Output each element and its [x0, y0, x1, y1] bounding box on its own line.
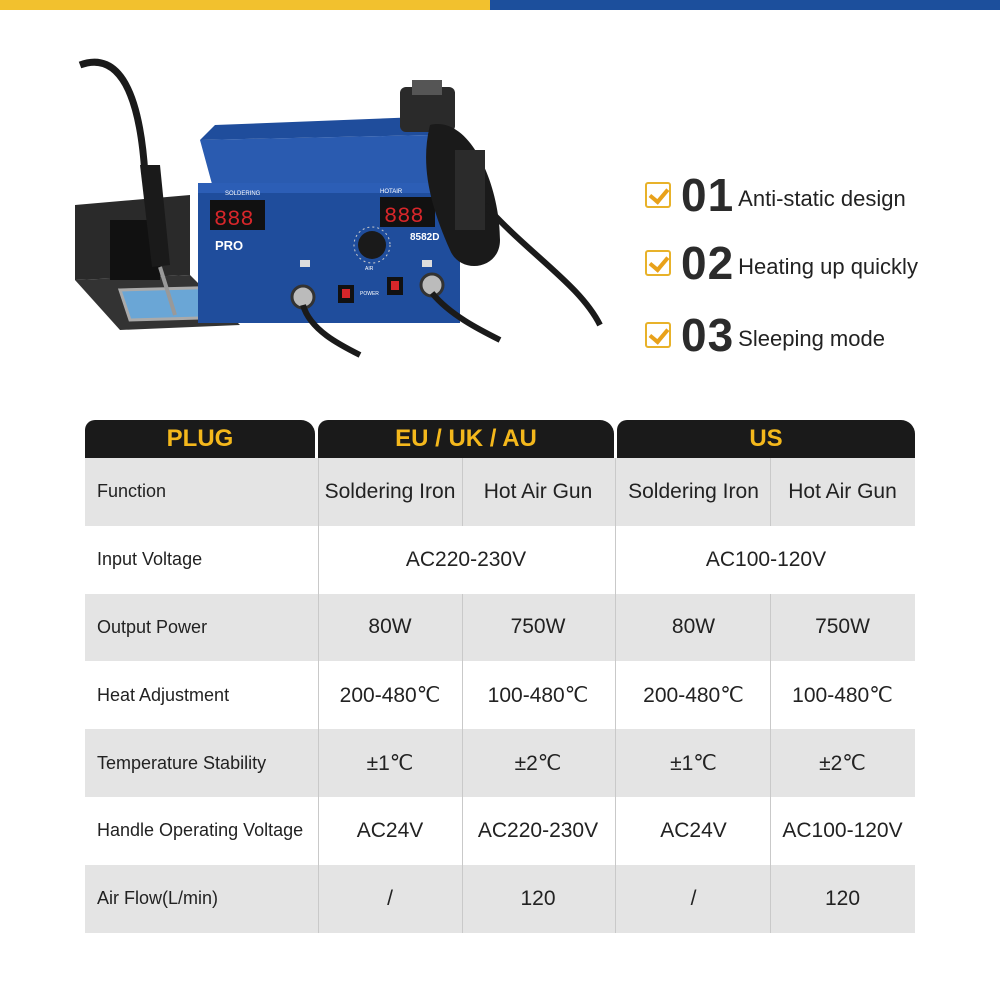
- table-cell: AC24V: [660, 818, 727, 842]
- soldering-panel-label: SOLDERING: [225, 191, 261, 197]
- brand-logo: PRO: [215, 238, 244, 253]
- hotair-panel-label: HOTAIR: [380, 189, 403, 195]
- table-row: [85, 594, 915, 662]
- model-label: 8582D: [410, 232, 440, 243]
- feature-number: 03: [681, 309, 735, 361]
- header-plug: PLUG: [85, 420, 315, 458]
- table-cell: /: [387, 886, 393, 910]
- feature-item: [645, 170, 906, 220]
- left-display: 888: [214, 207, 254, 232]
- table-cell: 200-480℃: [339, 683, 441, 707]
- top-yellow-bar: [0, 0, 490, 10]
- table-cell: ±1℃: [670, 751, 717, 775]
- header-eu-uk-au: EU / UK / AU: [318, 420, 614, 458]
- table-cell: 100-480℃: [792, 683, 893, 707]
- feature-text: Heating up quickly: [738, 254, 918, 279]
- table-row: [85, 729, 915, 797]
- table-cell: AC220-230V: [477, 818, 599, 842]
- row-label: Heat Adjustment: [97, 684, 230, 705]
- table-row: [85, 526, 915, 594]
- table-row: [85, 458, 915, 526]
- row-label: Temperature Stability: [97, 752, 267, 773]
- table-cell: 750W: [510, 615, 566, 639]
- checkbox-icon: [645, 322, 671, 348]
- table-cell: Soldering Iron: [628, 479, 759, 503]
- table-cell: 120: [824, 886, 861, 910]
- row-label: Input Voltage: [97, 549, 203, 570]
- knob-label: AIR: [365, 266, 374, 272]
- feature-number: 01: [681, 169, 735, 221]
- feature-item: [645, 310, 885, 360]
- row-label: Output Power: [97, 616, 208, 637]
- checkbox-icon: [645, 250, 671, 276]
- table-cell: 120: [520, 886, 556, 910]
- top-blue-bar: [490, 0, 1000, 10]
- table-cell: ±2℃: [819, 751, 866, 775]
- table-cell: AC100-120V: [782, 818, 903, 842]
- table-cell: 200-480℃: [643, 683, 744, 707]
- feature-item: [645, 238, 918, 288]
- table-row: [85, 865, 915, 933]
- table-cell: ±1℃: [366, 751, 414, 775]
- right-display: 888: [384, 204, 424, 229]
- spec-table: [85, 420, 915, 933]
- row-label: Handle Operating Voltage: [97, 820, 304, 841]
- row-label: Air Flow(L/min): [97, 888, 219, 909]
- table-cell: 750W: [815, 615, 870, 639]
- table-cell: Hot Air Gun: [788, 479, 897, 503]
- table-cell: AC100-120V: [705, 547, 827, 571]
- soldering-station-image: [60, 55, 620, 375]
- feature-text: Anti-static design: [738, 186, 906, 211]
- feature-text: Sleeping mode: [738, 326, 885, 351]
- power-label: POWER: [360, 291, 379, 297]
- table-row: [85, 797, 915, 865]
- header-us: US: [617, 420, 915, 458]
- feature-number: 02: [681, 237, 735, 289]
- table-cell: Soldering Iron: [324, 479, 456, 503]
- row-label: Function: [97, 481, 167, 502]
- table-cell: ±2℃: [514, 751, 562, 775]
- table-cell: /: [690, 886, 697, 910]
- table-cell: AC220-230V: [405, 547, 527, 571]
- table-cell: Hot Air Gun: [483, 479, 593, 503]
- table-header: [85, 420, 915, 458]
- checkbox-icon: [645, 182, 671, 208]
- table-cell: AC24V: [356, 818, 424, 842]
- table-cell: 100-480℃: [487, 683, 589, 707]
- table-cell: 80W: [671, 615, 716, 639]
- table-cell: 80W: [368, 615, 412, 639]
- table-row: [85, 661, 915, 729]
